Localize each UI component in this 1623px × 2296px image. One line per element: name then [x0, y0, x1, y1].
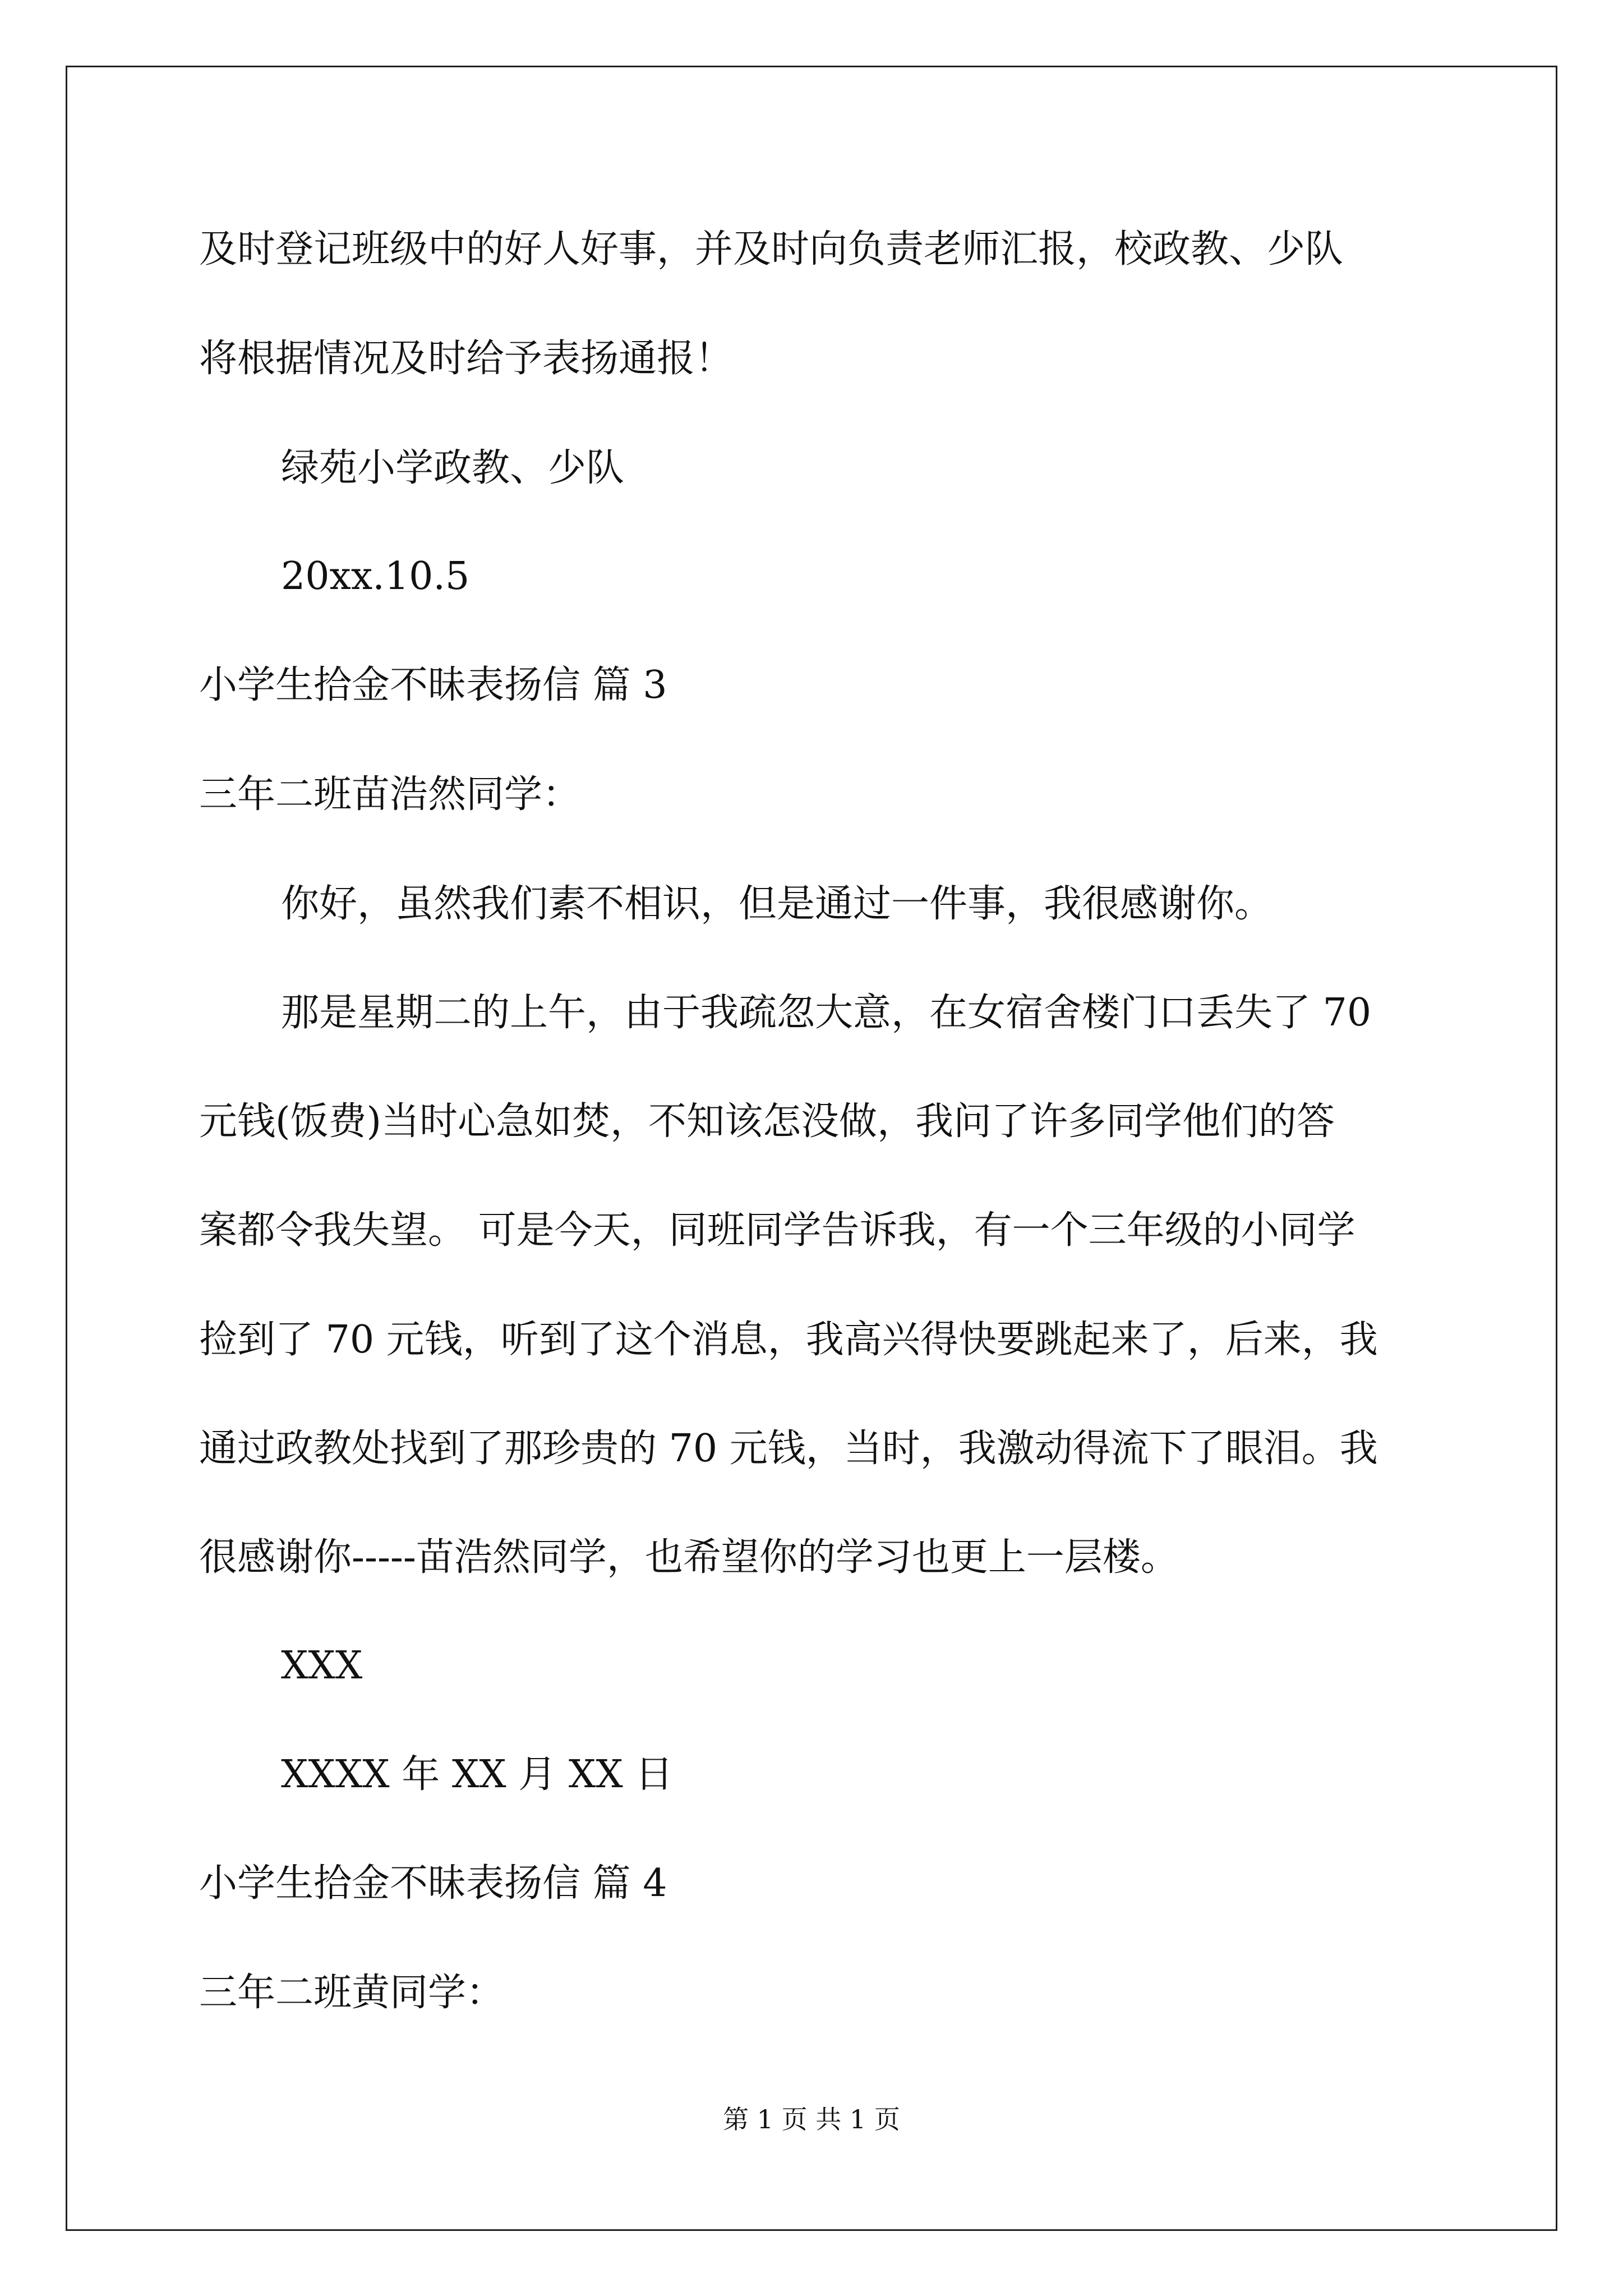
- paragraph-line: 很感谢你-----苗浩然同学，也希望你的学习也更上一层楼。: [199, 1535, 1179, 1580]
- paragraph-line: 元钱(饭费)当时心急如焚，不知该怎没做，我问了许多同学他们的答: [199, 1099, 1335, 1144]
- signature-date: 20xx.10.5: [281, 554, 470, 599]
- paragraph-line: 通过政教处找到了那珍贵的 70 元钱，当时，我激动得流下了眼泪。我: [199, 1427, 1378, 1471]
- paragraph-line: 案都令我失望。 可是今天，同班同学告诉我，有一个三年级的小同学: [199, 1208, 1355, 1253]
- section-heading: 小学生拾金不昧表扬信 篇 3: [199, 663, 667, 707]
- paragraph-line: 及时登记班级中的好人好事，并及时向负责老师汇报，校政教、少队: [199, 227, 1344, 272]
- salutation: 三年二班黄同学：: [199, 1971, 505, 2015]
- signature-organization: 绿苑小学政教、少队: [281, 446, 625, 490]
- page-footer: 第 1 页 共 1 页: [723, 2104, 900, 2134]
- salutation: 三年二班苗浩然同学：: [199, 772, 581, 817]
- page-border: [66, 66, 1557, 2231]
- section-heading: 小学生拾金不昧表扬信 篇 4: [199, 1861, 667, 1906]
- signature-name: XXX: [281, 1644, 363, 1688]
- paragraph-line: 捡到了 70 元钱，听到了这个消息，我高兴得快要跳起来了，后来，我: [199, 1318, 1378, 1362]
- paragraph-line: 将根据情况及时给予表扬通报！: [199, 337, 734, 381]
- paragraph-line: 你好，虽然我们素不相识，但是通过一件事，我很感谢你。: [281, 882, 1273, 926]
- signature-date: XXXX 年 XX 月 XX 日: [281, 1752, 674, 1797]
- paragraph-line: 那是星期二的上午，由于我疏忽大意，在女宿舍楼门口丢失了 70: [281, 991, 1372, 1035]
